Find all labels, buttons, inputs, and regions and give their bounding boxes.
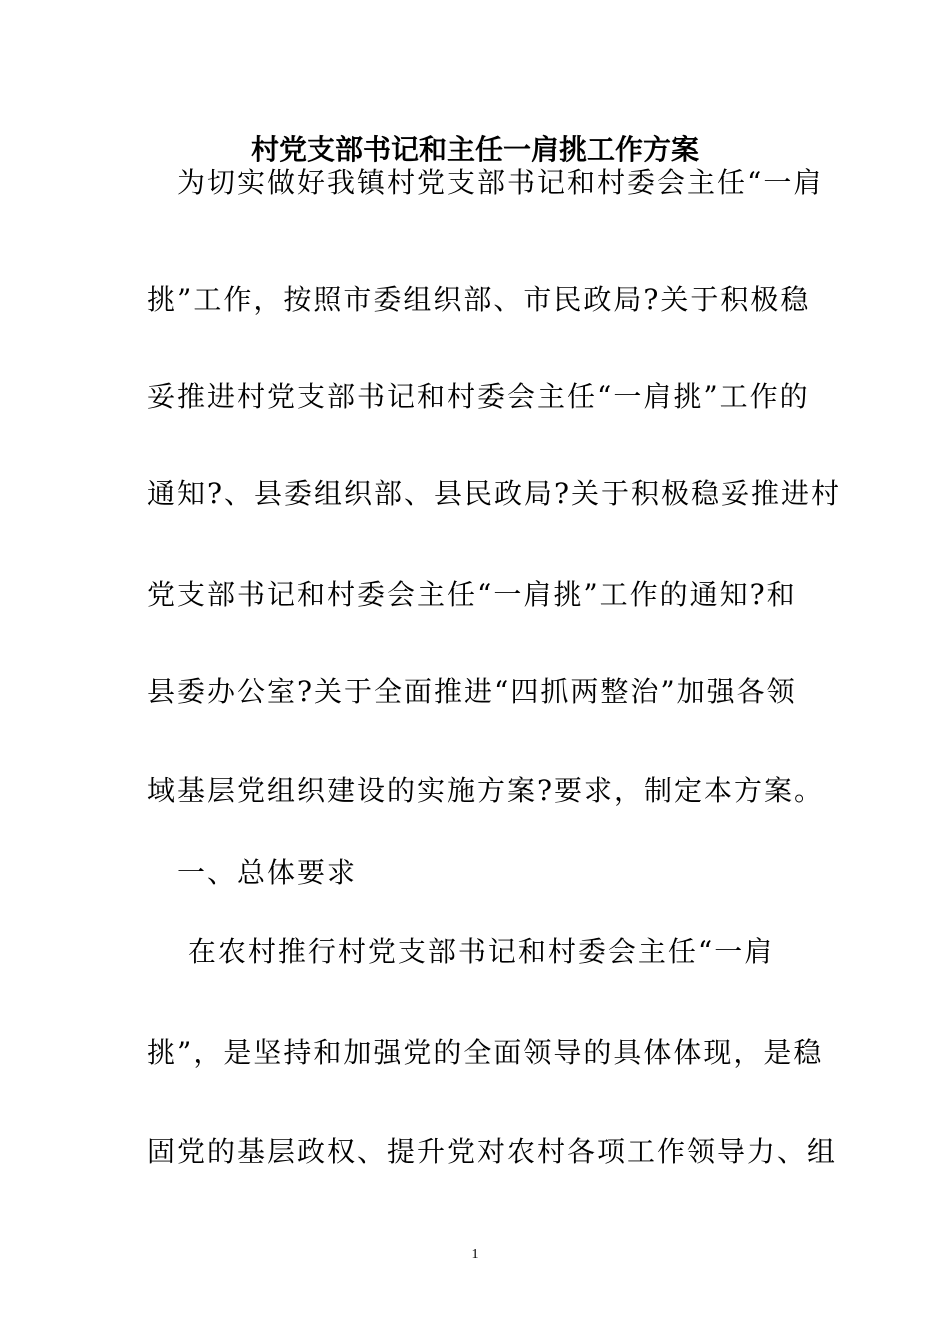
paragraph-line: 在农村推行村党支部书记和村委会主任“一肩 [147,935,775,968]
paragraph-line: 为切实做好我镇村党支部书记和村委会主任“一肩 [147,166,824,199]
paragraph-line: 妥推进村党支部书记和村委会主任“一肩挑”工作的 [147,380,810,413]
page-number: 1 [471,1247,479,1262]
section-heading: 一、总体要求 [147,856,358,889]
document-title: 村党支部书记和主任一肩挑工作方案 [250,133,699,166]
paragraph-line: 挑”，是坚持和加强党的全面领导的具体体现，是稳 [147,1036,824,1069]
paragraph-line: 通知?、县委组织部、县民政局?关于积极稳妥推进村 [147,477,842,510]
paragraph-line: 挑”工作，按照市委组织部、市民政局?关于积极稳 [147,283,811,316]
paragraph-line: 固党的基层政权、提升党对农村各项工作领导力、组 [147,1135,838,1168]
paragraph-line: 党支部书记和村委会主任“一肩挑”工作的通知?和 [147,578,797,611]
paragraph-line: 域基层党组织建设的实施方案?要求，制定本方案。 [147,774,825,807]
paragraph-line: 县委办公室?关于全面推进“四抓两整治”加强各领 [147,675,797,708]
